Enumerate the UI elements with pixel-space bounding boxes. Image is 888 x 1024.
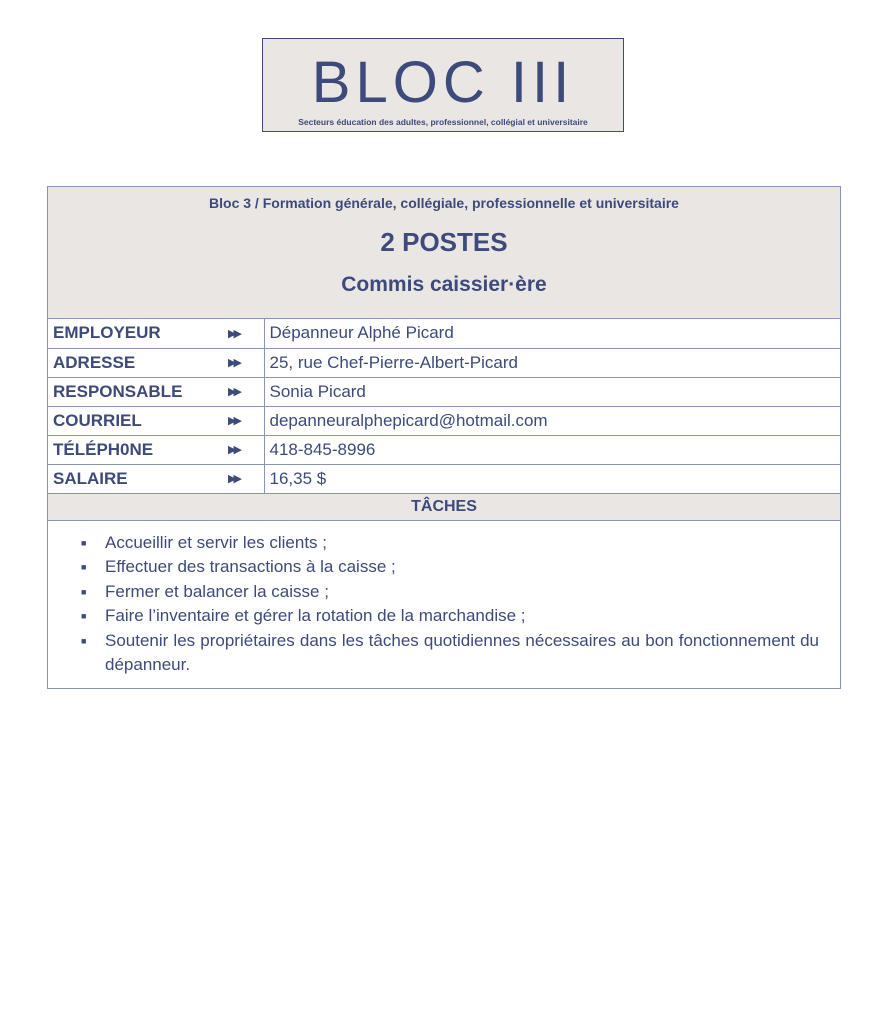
task-text: Effectuer des transactions à la caisse ;: [105, 557, 396, 576]
square-bullet-icon: ■: [81, 562, 87, 572]
job-title: Commis caissier·ère: [341, 273, 547, 296]
bloc-heading: Bloc 3 / Formation générale, collégiale, professionnelle et universitaire: [209, 195, 679, 211]
detail-value: Sonia Picard: [264, 377, 840, 406]
task-text: Soutenir les propriétaires dans les tâches quotidiennes nécessaires au bon fonctionnement du dépanneur.: [105, 630, 819, 674]
square-bullet-icon: ■: [81, 611, 87, 621]
offer-header: [48, 187, 840, 319]
tasks-heading: TÂCHES: [48, 494, 840, 521]
task-text: Accueillir et servir les clients ;: [105, 532, 328, 552]
detail-value: 16,35 $: [264, 464, 840, 493]
detail-label: RESPONSABLE: [48, 377, 216, 406]
detail-row-courriel: [48, 406, 840, 435]
double-arrow-icon: ▶▶: [216, 464, 264, 493]
tasks-list: [48, 531, 819, 678]
detail-label: EMPLOYEUR: [48, 319, 216, 348]
logo-subtitle: Secteurs éducation des adultes, professionnel, collégial et universitaire: [298, 117, 588, 127]
double-arrow-icon: ▶▶: [216, 435, 264, 464]
task-item: [48, 580, 819, 605]
job-offer-card: [47, 186, 841, 689]
positions-count: 2 POSTES: [380, 227, 508, 257]
detail-label: ADRESSE: [48, 348, 216, 377]
task-text: Faire l’inventaire et gérer la rotation de la marchandise ;: [105, 606, 526, 625]
detail-row-employeur: [48, 319, 840, 348]
square-bullet-icon: ■: [81, 635, 87, 646]
task-item: [48, 604, 819, 629]
square-bullet-icon: ■: [81, 586, 87, 597]
detail-value: 25, rue Chef-Pierre-Albert-Picard: [264, 348, 840, 377]
task-text: Fermer et balancer la caisse ;: [105, 581, 329, 601]
detail-row-adresse: [48, 348, 840, 377]
bloc-logo: [262, 38, 624, 132]
double-arrow-icon: ▶▶: [216, 319, 264, 348]
email-link[interactable]: depanneuralphepicard@hotmail.com: [264, 406, 840, 435]
detail-value: Dépanneur Alphé Picard: [264, 319, 840, 348]
double-arrow-icon: ▶▶: [216, 348, 264, 377]
detail-label: COURRIEL: [48, 406, 216, 435]
task-item: [48, 629, 819, 678]
detail-label: SALAIRE: [48, 464, 216, 493]
detail-row-telephone: [48, 435, 840, 464]
double-arrow-icon: ▶▶: [216, 406, 264, 435]
tasks-section: [48, 521, 840, 688]
detail-row-responsable: [48, 377, 840, 406]
detail-value: 418-845-8996: [264, 435, 840, 464]
details-table: [48, 319, 840, 494]
detail-label: TÉLÉPH0NE: [48, 435, 216, 464]
task-item: [48, 555, 819, 580]
logo-title: BLOC III: [311, 50, 575, 115]
detail-row-salaire: [48, 464, 840, 493]
task-item: [48, 531, 819, 556]
square-bullet-icon: ■: [81, 537, 87, 548]
double-arrow-icon: ▶▶: [216, 377, 264, 406]
